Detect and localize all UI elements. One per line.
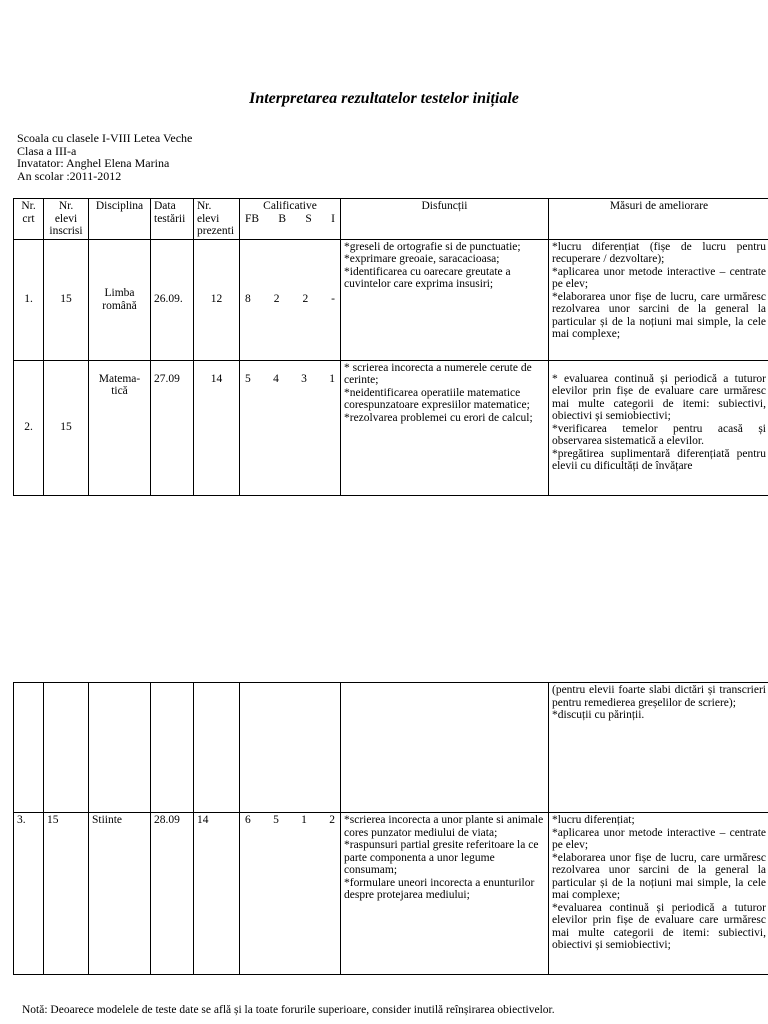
row-b: 2	[273, 293, 280, 306]
row-grades	[240, 360, 341, 495]
row-disfunctii: * scrierea incorecta a numerele cerute de cerinte; *neidentificarea operatiile matematice corespunzatoare expresiilor matematice; *rezolvarea problemei cu erori de calcul;	[341, 360, 549, 495]
row-grades	[240, 239, 341, 360]
row-enrolled: 15	[44, 239, 89, 360]
row-discipline: Stiinte	[89, 813, 151, 975]
row-i: 1	[329, 372, 335, 385]
row-date: 28.09	[151, 813, 194, 975]
row-date: 27.09	[151, 360, 194, 495]
header-s: S	[305, 212, 312, 225]
header-present: Nr. elevi prezenti	[194, 199, 240, 240]
row-b: 5	[273, 814, 279, 826]
row-fb: 5	[245, 372, 251, 385]
header-nr: Nr. crt	[14, 199, 44, 240]
row-present: 14	[194, 360, 240, 495]
header-row	[14, 199, 768, 240]
header-discipline: Disciplina	[89, 199, 151, 240]
table-row	[14, 813, 768, 975]
header-disfunctii: Disfuncții	[341, 199, 549, 240]
row-present: 14	[194, 813, 240, 975]
row-s: 1	[301, 814, 307, 826]
table-row	[14, 683, 768, 813]
header-date: Data testării	[151, 199, 194, 240]
row-nr: 1.	[14, 239, 44, 360]
school-name: Scoala cu clasele I-VIII Letea Veche	[17, 131, 193, 145]
row-enrolled: 15	[44, 813, 89, 975]
row-disfunctii: *greseli de ortografie si de punctuatie; *exprimare greoaie, saracacioasa; *identificarea cu oarecare greutate a cuvintelor care exprima insusiri;	[341, 239, 549, 360]
row-present: 12	[194, 239, 240, 360]
row-fb: 6	[245, 814, 251, 826]
header-fb: FB	[245, 212, 260, 225]
info-block	[17, 132, 192, 182]
row-nr: 3.	[14, 813, 44, 975]
header-grades	[243, 213, 337, 226]
header-enrolled: Nr. elevi inscrisi	[44, 199, 89, 240]
row-masuri: * evaluarea continuă și periodică a tuturor elevilor prin fișe de evaluare care urmăresc mai multe categorii de itemi: subiectivi, obiectivi și semiobiectivi; *verificarea temelor pentru acasă și observarea sistematică a elevilor. *pregătirea suplimentară diferențiată pentru elevii cu dificultăți de învățare	[549, 360, 768, 495]
footnote: Notă: Deoarece modelele de teste date se află și la toate forurile superioare, consider inutilă reînșirarea obiectivelor.	[22, 1004, 555, 1016]
results-table-continued	[13, 682, 768, 975]
row-s: 2	[302, 293, 309, 306]
table-row	[14, 360, 768, 495]
school-year: An scolar :2011-2012	[17, 168, 122, 183]
row-enrolled: 15	[44, 360, 89, 495]
table-row	[14, 239, 768, 360]
row-nr: 2.	[14, 360, 44, 495]
row-discipline: Limba română	[89, 239, 151, 360]
teacher-name: Invatator: Anghel Elena Marina	[17, 156, 170, 170]
results-table	[13, 198, 768, 496]
row-discipline: Matema-tică	[89, 360, 151, 495]
row-masuri: *lucru diferențiat (fișe de lucru pentru recuperare / dezvoltare); *aplicarea unor metode interactive – centrate pe elev; *elaborarea unor fișe de lucru, care urmăresc rezolvarea unor sarcini de la general la particular și de la noțiuni mai simple, la cele mai complexe;	[549, 239, 768, 360]
row-masuri: *lucru diferențiat; *aplicarea unor metode interactive – centrate pe elev; *elaborarea unor fișe de lucru, care urmăresc rezolvarea unor sarcini de la general la particular și de la noțiuni mai simple, la cele mai complexe; *evaluarea continuă și periodică a tuturor elevilor prin fișe de evaluare care urmăresc mai multe categorii de itemi: subiectivi, obiectivi și semiobiectivi;	[549, 813, 768, 975]
class-name: Clasa a III-a	[17, 143, 77, 158]
page-title: Interpretarea rezultatelor testelor inițiale	[249, 90, 519, 107]
row-fb: 8	[245, 293, 251, 306]
row-s: 3	[301, 372, 307, 385]
header-i: I	[331, 212, 335, 225]
row-b: 4	[273, 372, 279, 385]
header-calificative-label: Calificative	[263, 200, 317, 212]
header-calificative	[240, 199, 341, 240]
header-b: B	[278, 212, 287, 225]
row-i: -	[331, 293, 335, 306]
row-masuri-continued: (pentru elevii foarte slabi dictări și transcrieri pentru remedierea greșelilor de scriere); *discuții cu părinții.	[549, 683, 768, 813]
row-grades	[240, 813, 341, 975]
header-masuri: Măsuri de ameliorare	[549, 199, 768, 240]
row-date: 26.09.	[151, 239, 194, 360]
row-disfunctii: *scrierea incorecta a unor plante si animale cores punzator mediului de viata; *raspunsuri partial gresite referitoare la ce parte componenta a unor legume consumam; *formulare uneori incorecta a enunturilor despre protejarea mediului;	[341, 813, 549, 975]
row-i: 2	[329, 814, 335, 826]
